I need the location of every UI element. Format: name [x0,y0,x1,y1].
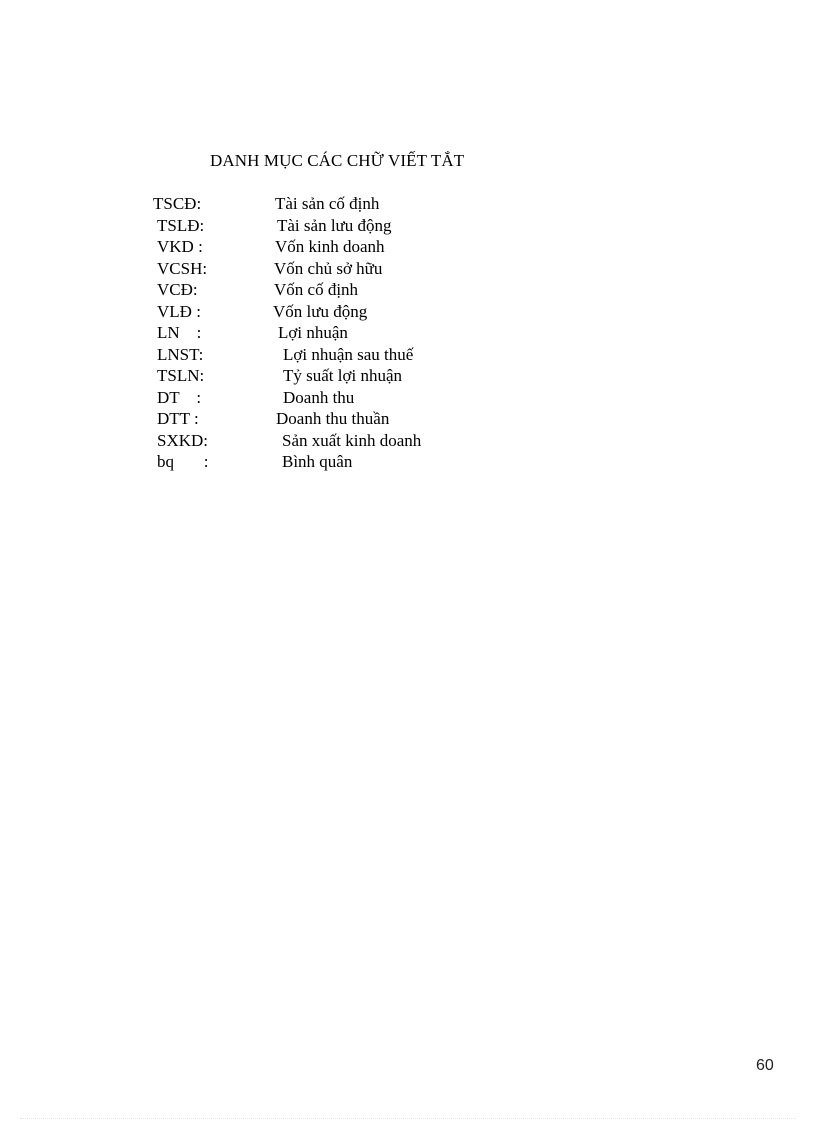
abbreviation-meaning: Tài sản cố định [275,194,380,213]
abbreviation-term: VCSH: [157,258,208,278]
abbreviation-row [0,365,816,387]
abbreviation-term: LN : [157,323,202,342]
abbreviation-term: SXKD: [157,430,209,450]
abbreviation-term: TSCĐ: [153,194,202,213]
abbreviation-row [0,387,816,409]
abbreviation-row [0,451,816,473]
abbreviation-list [0,193,816,473]
abbreviation-row [0,215,816,237]
abbreviation-meaning: Doanh thu thuần [276,409,390,428]
abbreviation-row [0,430,816,452]
page-number: 60 [756,1057,774,1074]
page-title: DANH MỤC CÁC CHỮ VIẾT TẮT [210,151,465,170]
abbreviation-meaning: Vốn kinh doanh [275,237,385,256]
abbreviation-row [0,301,816,323]
abbreviation-meaning: Vốn chủ sở hữu [274,258,383,278]
abbreviation-meaning: Sản xuất kinh doanh [282,430,422,450]
abbreviation-row [0,193,816,215]
abbreviation-meaning: Tài sản lưu động [277,215,392,235]
abbreviation-row [0,344,816,366]
abbreviation-term: VKD : [157,237,203,256]
abbreviation-term: VLĐ : [157,301,201,321]
abbreviation-row [0,408,816,430]
abbreviation-meaning: Lợi nhuận [278,323,348,342]
abbreviation-row [0,236,816,258]
abbreviation-term: bq : [157,452,209,471]
abbreviation-term: VCĐ: [157,280,198,299]
abbreviation-row [0,258,816,280]
abbreviation-row [0,322,816,344]
abbreviation-meaning: Bình quân [282,452,353,471]
abbreviation-meaning: Doanh thu [283,387,355,407]
abbreviation-meaning: Vốn lưu động [273,301,368,321]
page-bottom-rule [20,1118,796,1119]
abbreviation-meaning: Tỷ suất lợi nhuận [283,366,402,385]
abbreviation-meaning: Lợi nhuận sau thuế [283,344,414,364]
abbreviation-term: TSLĐ: [157,215,205,235]
abbreviation-row [0,279,816,301]
abbreviation-term: DTT : [157,409,199,428]
abbreviation-term: TSLN: [157,366,205,385]
abbreviation-term: LNST: [157,344,204,364]
abbreviation-meaning: Vốn cố định [274,280,359,299]
abbreviation-term: DT : [157,387,202,407]
